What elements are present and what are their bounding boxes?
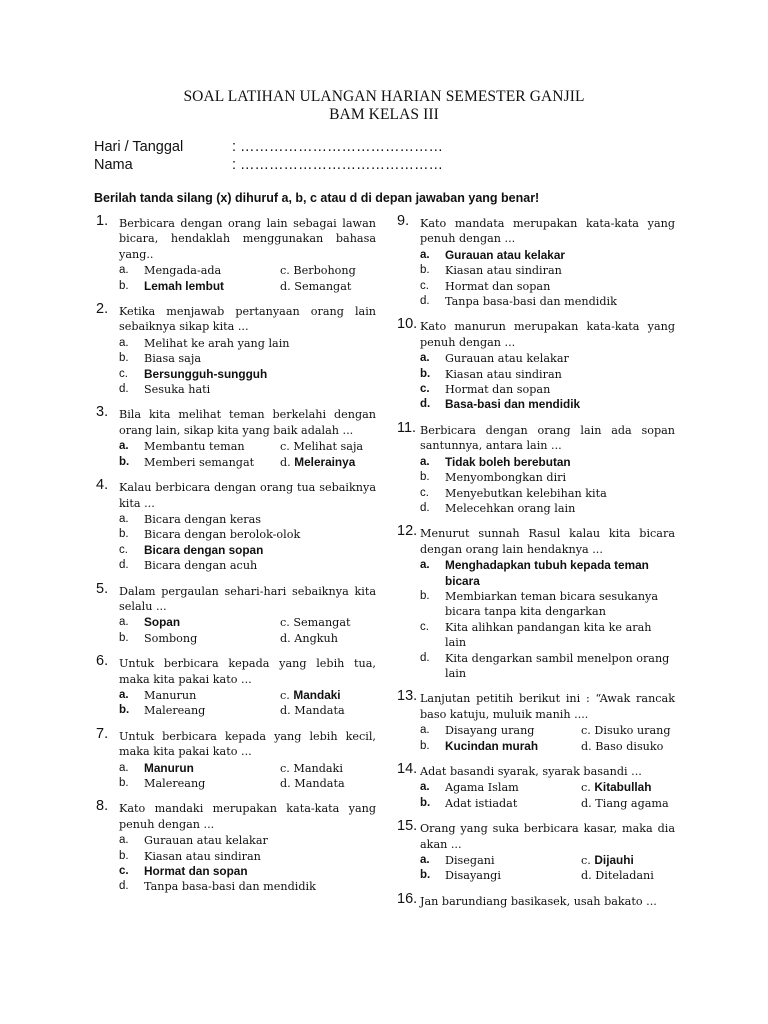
option-letter: b. [119, 279, 129, 292]
option-letter: b. [420, 367, 431, 380]
question-number: 9. [397, 213, 410, 229]
option-letter: c. [581, 724, 591, 738]
option-letter: a. [420, 455, 430, 468]
option-1[interactable] [420, 470, 675, 485]
option-text: Disuko urang [594, 724, 671, 738]
option-letter: b. [119, 528, 129, 541]
option-letter: d. [581, 869, 592, 883]
option-text: Dijauhi [594, 853, 634, 868]
question-item [96, 580, 376, 647]
option-letter: a. [119, 834, 129, 847]
question-item [96, 653, 376, 719]
option-text: Kiasan atau sindiran [445, 264, 562, 278]
option-1[interactable] [420, 367, 675, 382]
option-0[interactable] [420, 723, 581, 738]
option-text: Mengada-ada [144, 264, 222, 278]
option-letter: a. [119, 688, 129, 701]
option-3[interactable] [420, 651, 675, 682]
option-text: Menyebutkan kelebihan kita [445, 486, 607, 500]
option-text: Bicara dengan acuh [144, 559, 258, 573]
option-text: Melihat ke arah yang lain [144, 336, 290, 350]
options-row [420, 853, 675, 868]
option-letter: a. [420, 559, 430, 572]
option-letter: c. [420, 486, 429, 499]
option-0[interactable] [119, 512, 376, 527]
question-item [397, 818, 675, 884]
options-list [420, 351, 675, 413]
option-3[interactable] [581, 796, 675, 811]
option-0[interactable] [119, 761, 280, 776]
option-text: Diteladani [595, 869, 654, 883]
option-2[interactable] [119, 367, 376, 382]
option-text: Berbohong [293, 264, 356, 278]
option-0[interactable] [420, 780, 581, 795]
option-letter: d. [420, 295, 430, 308]
option-letter: a. [420, 724, 430, 737]
option-letter: a. [420, 248, 430, 261]
question-number: 15. [397, 818, 418, 835]
date-value: : …………………………………… [232, 139, 444, 155]
question-text: Ketika menjawab pertanyaan orang lain sebaiknya sikap kita ... [119, 305, 376, 334]
option-letter: c. [280, 264, 290, 278]
option-letter: d. [420, 501, 430, 514]
option-text: Memberi semangat [144, 455, 255, 469]
options-row [420, 723, 675, 738]
page-title-line2: BAM KELAS III [329, 106, 439, 123]
option-3[interactable] [581, 739, 675, 754]
option-2[interactable] [420, 486, 675, 501]
option-3[interactable] [119, 879, 376, 894]
option-text: Lemah lembut [144, 278, 224, 293]
option-letter: b. [119, 352, 129, 365]
option-1[interactable] [420, 589, 675, 620]
option-letter: a. [119, 440, 129, 453]
option-letter: c. [420, 383, 430, 396]
option-letter: a. [119, 616, 129, 629]
questions-column-right [397, 213, 675, 919]
option-0[interactable] [420, 455, 675, 470]
option-text: Adat istiadat [445, 796, 518, 810]
option-text: Gurauan atau kelakar [445, 352, 569, 366]
option-text: Mandaki [293, 761, 343, 775]
option-text: Kiasan atau sindiran [445, 367, 562, 381]
options-grid [119, 615, 376, 646]
option-2[interactable] [420, 382, 675, 397]
option-1[interactable] [280, 761, 376, 776]
question-number: 5. [96, 580, 109, 597]
date-field [94, 139, 443, 155]
options-row [119, 631, 376, 646]
option-letter: a. [119, 264, 129, 277]
option-letter: d. [280, 279, 291, 293]
option-text: Membiarkan teman bicara sesukanya bicara tanpa kita dengarkan [445, 589, 659, 619]
option-letter: b. [420, 869, 431, 882]
option-2[interactable] [420, 868, 581, 883]
option-1[interactable] [581, 853, 675, 868]
options-list [420, 558, 675, 681]
option-letter: d. [420, 398, 431, 411]
option-text: Basa-basi dan mendidik [445, 397, 581, 412]
option-text: Hormat dan sopan [144, 864, 248, 879]
options-row [420, 796, 675, 811]
option-2[interactable] [119, 455, 280, 470]
option-text: Hormat dan sopan [445, 383, 551, 397]
question-item [96, 404, 376, 470]
option-0[interactable] [119, 833, 376, 848]
option-text: Mandata [294, 777, 345, 790]
option-text: Mandaki [293, 687, 341, 702]
question-item [397, 213, 675, 309]
option-text: Menghadapkan tubuh kepada teman bicara [445, 558, 649, 588]
options-row [119, 263, 376, 278]
option-1[interactable] [119, 849, 376, 864]
option-letter: b. [420, 471, 430, 484]
option-2[interactable] [119, 279, 280, 294]
option-1[interactable] [581, 723, 675, 738]
option-letter: d. [280, 704, 291, 718]
question-number: 11. [397, 419, 417, 436]
option-1[interactable] [280, 263, 376, 278]
question-number: 13. [397, 688, 418, 705]
option-2[interactable] [119, 543, 376, 558]
questions-column-left [96, 213, 376, 905]
option-text: Bicara dengan keras [144, 512, 262, 526]
option-text: Bicara dengan berolok-olok [144, 528, 301, 542]
option-letter: c. [280, 440, 290, 454]
name-field [94, 157, 443, 173]
option-3[interactable] [280, 279, 376, 294]
question-item [397, 316, 675, 412]
option-letter: a. [119, 512, 129, 525]
option-text: Biasa saja [144, 352, 201, 366]
option-0[interactable] [119, 336, 376, 351]
option-text: Bersungguh-sungguh [144, 366, 268, 381]
option-3[interactable] [280, 703, 376, 718]
option-letter: c. [119, 865, 129, 878]
options-row [119, 455, 376, 470]
question-text: Menurut sunnah Rasul kalau kita bicara dengan orang lain hendaknya ... [420, 527, 675, 556]
option-2[interactable] [420, 796, 581, 811]
option-3[interactable] [420, 501, 675, 516]
option-text: Malereang [144, 704, 206, 718]
options-row [420, 868, 675, 883]
option-1[interactable] [119, 351, 376, 366]
option-3[interactable] [280, 631, 376, 646]
option-text: Tiang agama [595, 796, 669, 810]
question-text: Untuk berbicara kepada yang lebih kecil, maka kita pakai kato ... [119, 729, 376, 759]
option-text: Kita dengarkan sambil menelpon orang lain [445, 651, 670, 680]
question-number: 8. [96, 798, 109, 815]
options-row [119, 615, 376, 630]
option-text: Disayang urang [445, 724, 535, 738]
option-0[interactable] [119, 263, 280, 278]
option-letter: d. [581, 739, 592, 753]
question-text: Berbicara dengan orang lain ada sopan santunnya, antara lain ... [420, 423, 675, 453]
question-text: Kalau berbicara dengan orang tua sebaiknya kita ... [119, 481, 376, 510]
option-0[interactable] [119, 439, 280, 454]
question-item [96, 213, 376, 294]
option-text: Kita alihkan pandangan kita ke arah lain [445, 620, 652, 650]
options-list [420, 455, 675, 517]
question-number: 6. [96, 653, 109, 670]
option-letter: c. [119, 543, 128, 556]
question-item [397, 523, 675, 681]
question-item [96, 725, 376, 792]
option-2[interactable] [119, 631, 280, 646]
question-text: Kato mandaki merupakan kata-kata yang penuh dengan ... [119, 802, 376, 831]
option-letter: a. [119, 336, 129, 349]
option-text: Gurauan atau kelakar [144, 834, 268, 848]
option-letter: c. [280, 688, 290, 702]
option-text: Melecehkan orang lain [445, 501, 576, 515]
option-2[interactable] [119, 864, 376, 879]
option-text: Baso disuko [595, 739, 664, 753]
option-letter: b. [420, 589, 430, 602]
option-letter: d. [280, 777, 291, 790]
options-grid [119, 263, 376, 294]
option-0[interactable] [119, 688, 280, 703]
option-letter: d. [420, 651, 430, 664]
options-list [420, 248, 675, 310]
option-2[interactable] [119, 703, 280, 718]
page-title-line1: SOAL LATIHAN ULANGAN HARIAN SEMESTER GANJIL [183, 88, 585, 105]
options-grid [420, 853, 675, 884]
option-letter: c. [119, 367, 128, 380]
options-row [420, 780, 675, 795]
option-letter: d. [119, 559, 129, 572]
option-text: Melihat saja [293, 440, 364, 454]
question-number: 3. [96, 404, 109, 421]
question-text: Berbicara dengan orang lain sebagai lawan bicara, hendaklah menggunakan bahasa yang.. [119, 217, 376, 261]
question-number: 4. [96, 477, 109, 494]
option-letter: d. [280, 455, 291, 469]
options-row [119, 439, 376, 454]
option-2[interactable] [420, 739, 581, 754]
question-text: Lanjutan petitih berikut ini : “Awak rancak baso katuju, muluik manih .... [420, 692, 675, 721]
option-letter: c. [420, 279, 429, 292]
option-1[interactable] [280, 615, 376, 630]
option-1[interactable] [581, 780, 675, 795]
option-text: Disayangi [445, 869, 501, 883]
option-letter: b. [119, 704, 130, 717]
question-number: 7. [96, 725, 109, 742]
option-letter: b. [119, 849, 129, 862]
question-text: Dalam pergaulan sehari-hari sebaiknya kita selalu ... [119, 584, 376, 613]
question-number: 2. [96, 301, 109, 318]
option-1[interactable] [119, 527, 376, 542]
option-text: Kiasan atau sindiran [144, 849, 261, 863]
options-grid [119, 761, 376, 792]
question-number: 14. [397, 761, 418, 777]
option-text: Semangat [293, 616, 351, 630]
options-row [119, 761, 376, 776]
option-text: Tidak boleh berebutan [445, 454, 571, 469]
option-text: Membantu teman [144, 440, 245, 454]
question-item [397, 761, 675, 811]
option-text: Sombong [144, 631, 198, 645]
name-label: Nama [94, 157, 133, 173]
option-letter: a. [420, 854, 430, 867]
question-number: 1. [96, 213, 109, 229]
question-item [397, 688, 675, 754]
question-item [397, 890, 675, 909]
option-0[interactable] [119, 615, 280, 630]
name-value: : …………………………………… [232, 157, 444, 173]
options-row [119, 703, 376, 718]
option-letter: b. [420, 739, 430, 752]
option-3[interactable] [119, 382, 376, 397]
question-number: 16. [397, 890, 418, 907]
option-text: Gurauan atau kelakar [445, 247, 565, 262]
option-1[interactable] [280, 688, 376, 703]
option-0[interactable] [420, 558, 675, 589]
option-letter: c. [280, 616, 290, 630]
question-text: Untuk berbicara kepada yang lebih tua, maka kita pakai kato ... [119, 657, 376, 686]
option-text: Sopan [144, 615, 181, 630]
question-item [96, 798, 376, 894]
options-row [119, 688, 376, 703]
question-item [96, 477, 376, 573]
option-letter: c. [581, 854, 591, 868]
question-text: Bila kita melihat teman berkelahi dengan orang lain, sikap kita yang baik adalah ... [119, 408, 376, 437]
option-text: Manurun [144, 760, 194, 775]
option-letter: d. [581, 796, 592, 810]
option-letter: a. [420, 781, 430, 794]
option-letter: d. [119, 383, 129, 396]
option-text: Disegani [445, 854, 495, 868]
option-text: Semangat [294, 279, 352, 293]
option-2[interactable] [420, 620, 675, 651]
options-grid [420, 780, 675, 811]
question-text: Kato manurun merupakan kata-kata yang penuh dengan ... [420, 320, 675, 349]
question-item [96, 301, 376, 397]
option-2[interactable] [119, 776, 280, 791]
option-letter: c. [581, 781, 591, 795]
instruction-text: Berilah tanda silang (x) dihuruf a, b, c atau d di depan jawaban yang benar! [94, 191, 540, 205]
option-letter: b. [119, 777, 129, 789]
option-letter: b. [420, 264, 430, 277]
option-letter: a. [119, 761, 129, 774]
option-text: Angkuh [294, 631, 338, 645]
option-text: Melerainya [294, 454, 356, 469]
option-3[interactable] [581, 868, 675, 883]
option-3[interactable] [119, 558, 376, 573]
option-letter: d. [119, 880, 129, 893]
option-text: Agama Islam [445, 781, 519, 795]
option-letter: b. [119, 455, 130, 468]
options-list [119, 512, 376, 574]
options-grid [119, 439, 376, 470]
option-0[interactable] [420, 853, 581, 868]
option-3[interactable] [280, 776, 376, 791]
option-0[interactable] [420, 351, 675, 366]
option-1[interactable] [280, 439, 376, 454]
option-text: Sesuka hati [144, 383, 211, 397]
option-text: Kucindan murah [445, 738, 539, 753]
option-3[interactable] [420, 294, 675, 309]
option-text: Hormat dan sopan [445, 279, 551, 293]
option-letter: c. [280, 761, 290, 775]
question-text: Jan barundiang basikasek, usah bakato ... [420, 894, 657, 908]
options-grid [420, 723, 675, 754]
option-text: Malereang [144, 777, 206, 790]
option-letter: d. [280, 631, 291, 645]
option-letter: c. [420, 620, 429, 633]
option-text: Kitabullah [594, 780, 652, 795]
question-number: 10. [397, 316, 418, 333]
question-text: Adat basandi syarak, syarak basandi ... [420, 765, 642, 778]
option-text: Menyombongkan diri [445, 471, 567, 485]
option-3[interactable] [420, 397, 675, 412]
options-grid [119, 688, 376, 719]
question-text: Orang yang suka berbicara kasar, maka dia akan ... [420, 822, 675, 851]
option-letter: a. [420, 352, 430, 365]
option-0[interactable] [420, 248, 675, 263]
options-row [420, 739, 675, 754]
option-text: Tanpa basa-basi dan mendidik [144, 880, 316, 894]
question-number: 12. [397, 523, 418, 540]
option-text: Bicara dengan sopan [144, 542, 264, 557]
option-text: Tanpa basa-basi dan mendidik [445, 295, 617, 309]
question-text: Kato mandata merupakan kata-kata yang penuh dengan ... [420, 217, 675, 246]
option-2[interactable] [420, 279, 675, 294]
options-list [119, 833, 376, 895]
option-1[interactable] [420, 263, 675, 278]
options-row [119, 776, 376, 791]
question-item [397, 419, 675, 516]
options-list [119, 336, 376, 398]
option-letter: b. [420, 796, 431, 809]
option-3[interactable] [280, 455, 376, 470]
option-text: Manurun [144, 688, 197, 702]
option-text: Mandata [294, 704, 345, 718]
options-row [119, 279, 376, 294]
option-letter: b. [119, 631, 129, 644]
date-label: Hari / Tanggal [94, 139, 184, 155]
